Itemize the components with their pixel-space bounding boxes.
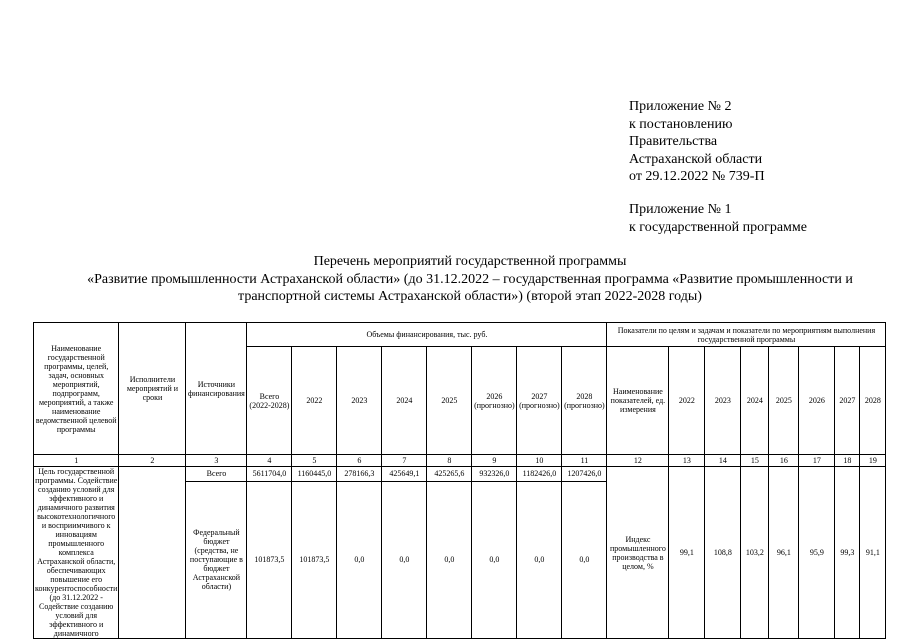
header-indicator-name: Наименование показателей, ед. измерения: [607, 347, 669, 455]
annex-2-block: [629, 98, 765, 186]
title-line2: «Развитие промышленности Астраханской области» (до 31.12.2022 – государственная программа «Развитие промышленности и: [87, 271, 853, 287]
col-number: 2: [119, 455, 186, 467]
annex-2-line3: Правительства: [629, 134, 718, 149]
indicator-name: Индекс промышленного производства в целом, %: [607, 467, 669, 639]
col-number: 8: [427, 455, 472, 467]
header-ind-year: 2024: [741, 347, 769, 455]
annex-2-line2: к постановлению: [629, 116, 733, 132]
total-value: 932326,0: [472, 467, 517, 482]
col-number: 7: [382, 455, 427, 467]
header-indicators-group: Показатели по целям и задачам и показатели по мероприятиям выполнения государственной программы: [607, 323, 886, 347]
title-line1: Перечень мероприятий государственной программы: [313, 254, 627, 269]
annex-2-line1: Приложение № 2: [629, 99, 732, 114]
federal-value: 0,0: [517, 481, 562, 638]
col-number: 12: [607, 455, 669, 467]
col-number: 15: [741, 455, 769, 467]
annex-2-line5: от 29.12.2022 № 739-П: [629, 169, 765, 184]
col-number: 10: [517, 455, 562, 467]
source-cell: Федеральный бюджет (средства, не поступающие в бюджет Астраханской области): [186, 481, 247, 638]
col-number: 9: [472, 455, 517, 467]
total-value: 425649,1: [382, 467, 427, 482]
header-fin-col: 2027 (прогнозно): [517, 347, 562, 455]
header-fin-col: 2025: [427, 347, 472, 455]
federal-value: 101873,5: [247, 481, 292, 638]
header-fin-col: 2022: [292, 347, 337, 455]
col-number: 11: [562, 455, 607, 467]
header-sources: Источники финансирования: [186, 323, 247, 455]
col-number: 1: [34, 455, 119, 467]
total-value: 1207426,0: [562, 467, 607, 482]
header-ind-year: 2026: [799, 347, 835, 455]
annex-1-line1: Приложение № 1: [629, 202, 732, 217]
annex-2-line4: Астраханской области: [629, 151, 763, 167]
indicator-value: 96,1: [769, 467, 799, 639]
measures-table: [33, 322, 886, 639]
total-value: 425265,6: [427, 467, 472, 482]
total-label: Всего: [186, 467, 247, 482]
col-number: 18: [835, 455, 860, 467]
header-fin-col: 2023: [337, 347, 382, 455]
header-ind-year: 2027: [835, 347, 860, 455]
col-number: 16: [769, 455, 799, 467]
executors-cell: [119, 467, 186, 639]
total-value: 278166,3: [337, 467, 382, 482]
indicator-value: 91,1: [860, 467, 886, 639]
federal-value: 0,0: [562, 481, 607, 638]
col-number: 3: [186, 455, 247, 467]
indicator-value: 103,2: [741, 467, 769, 639]
federal-value: 0,0: [337, 481, 382, 638]
header-fin-col: 2028 (прогнозно): [562, 347, 607, 455]
total-value: 5611704,0: [247, 467, 292, 482]
indicator-value: 108,8: [705, 467, 741, 639]
col-number: 19: [860, 455, 886, 467]
header-fin-col: Всего (2022-2028): [247, 347, 292, 455]
header-fin-col: 2024: [382, 347, 427, 455]
header-financing-group: Объемы финансирования, тыс. руб.: [247, 323, 607, 347]
indicator-value: 99,3: [835, 467, 860, 639]
header-name: Наименование государственной программы, целей, задач, основных мероприятий, подпрограмм, мероприятий, а также наименование ведомственной целевой программы: [34, 323, 119, 455]
indicator-value: 99,1: [669, 467, 705, 639]
col-number: 13: [669, 455, 705, 467]
federal-value: 101873,5: [292, 481, 337, 638]
header-ind-year: 2025: [769, 347, 799, 455]
document-title: [40, 253, 900, 306]
header-executors: Исполнители мероприятий и сроки: [119, 323, 186, 455]
col-number: 14: [705, 455, 741, 467]
header-ind-year: 2028: [860, 347, 886, 455]
federal-value: 0,0: [382, 481, 427, 638]
goal-text: Цель государственной программы. Содействие созданию условий для эффективного и динамичного развития высокотехнологичного и восприимчивого к инновациям промышленного комплекса Астраханской области, обеспечивающих повышение его конкурентоспособности (до 31.12.2022 - Содействие созданию условий для эффективного и динамичного: [35, 467, 118, 638]
header-fin-col: 2026 (прогнозно): [472, 347, 517, 455]
col-number: 4: [247, 455, 292, 467]
federal-value: 0,0: [427, 481, 472, 638]
indicator-value: 95,9: [799, 467, 835, 639]
total-value: 1160445,0: [292, 467, 337, 482]
federal-value: 0,0: [472, 481, 517, 638]
annex-1-block: [629, 201, 807, 236]
col-number: 17: [799, 455, 835, 467]
col-number: 5: [292, 455, 337, 467]
total-value: 1182426,0: [517, 467, 562, 482]
header-ind-year: 2022: [669, 347, 705, 455]
col-number: 6: [337, 455, 382, 467]
annex-1-line2: к государственной программе: [629, 219, 807, 235]
header-ind-year: 2023: [705, 347, 741, 455]
title-line3: транспортной системы Астраханской области») (второй этап 2022-2028 годы): [238, 289, 702, 304]
